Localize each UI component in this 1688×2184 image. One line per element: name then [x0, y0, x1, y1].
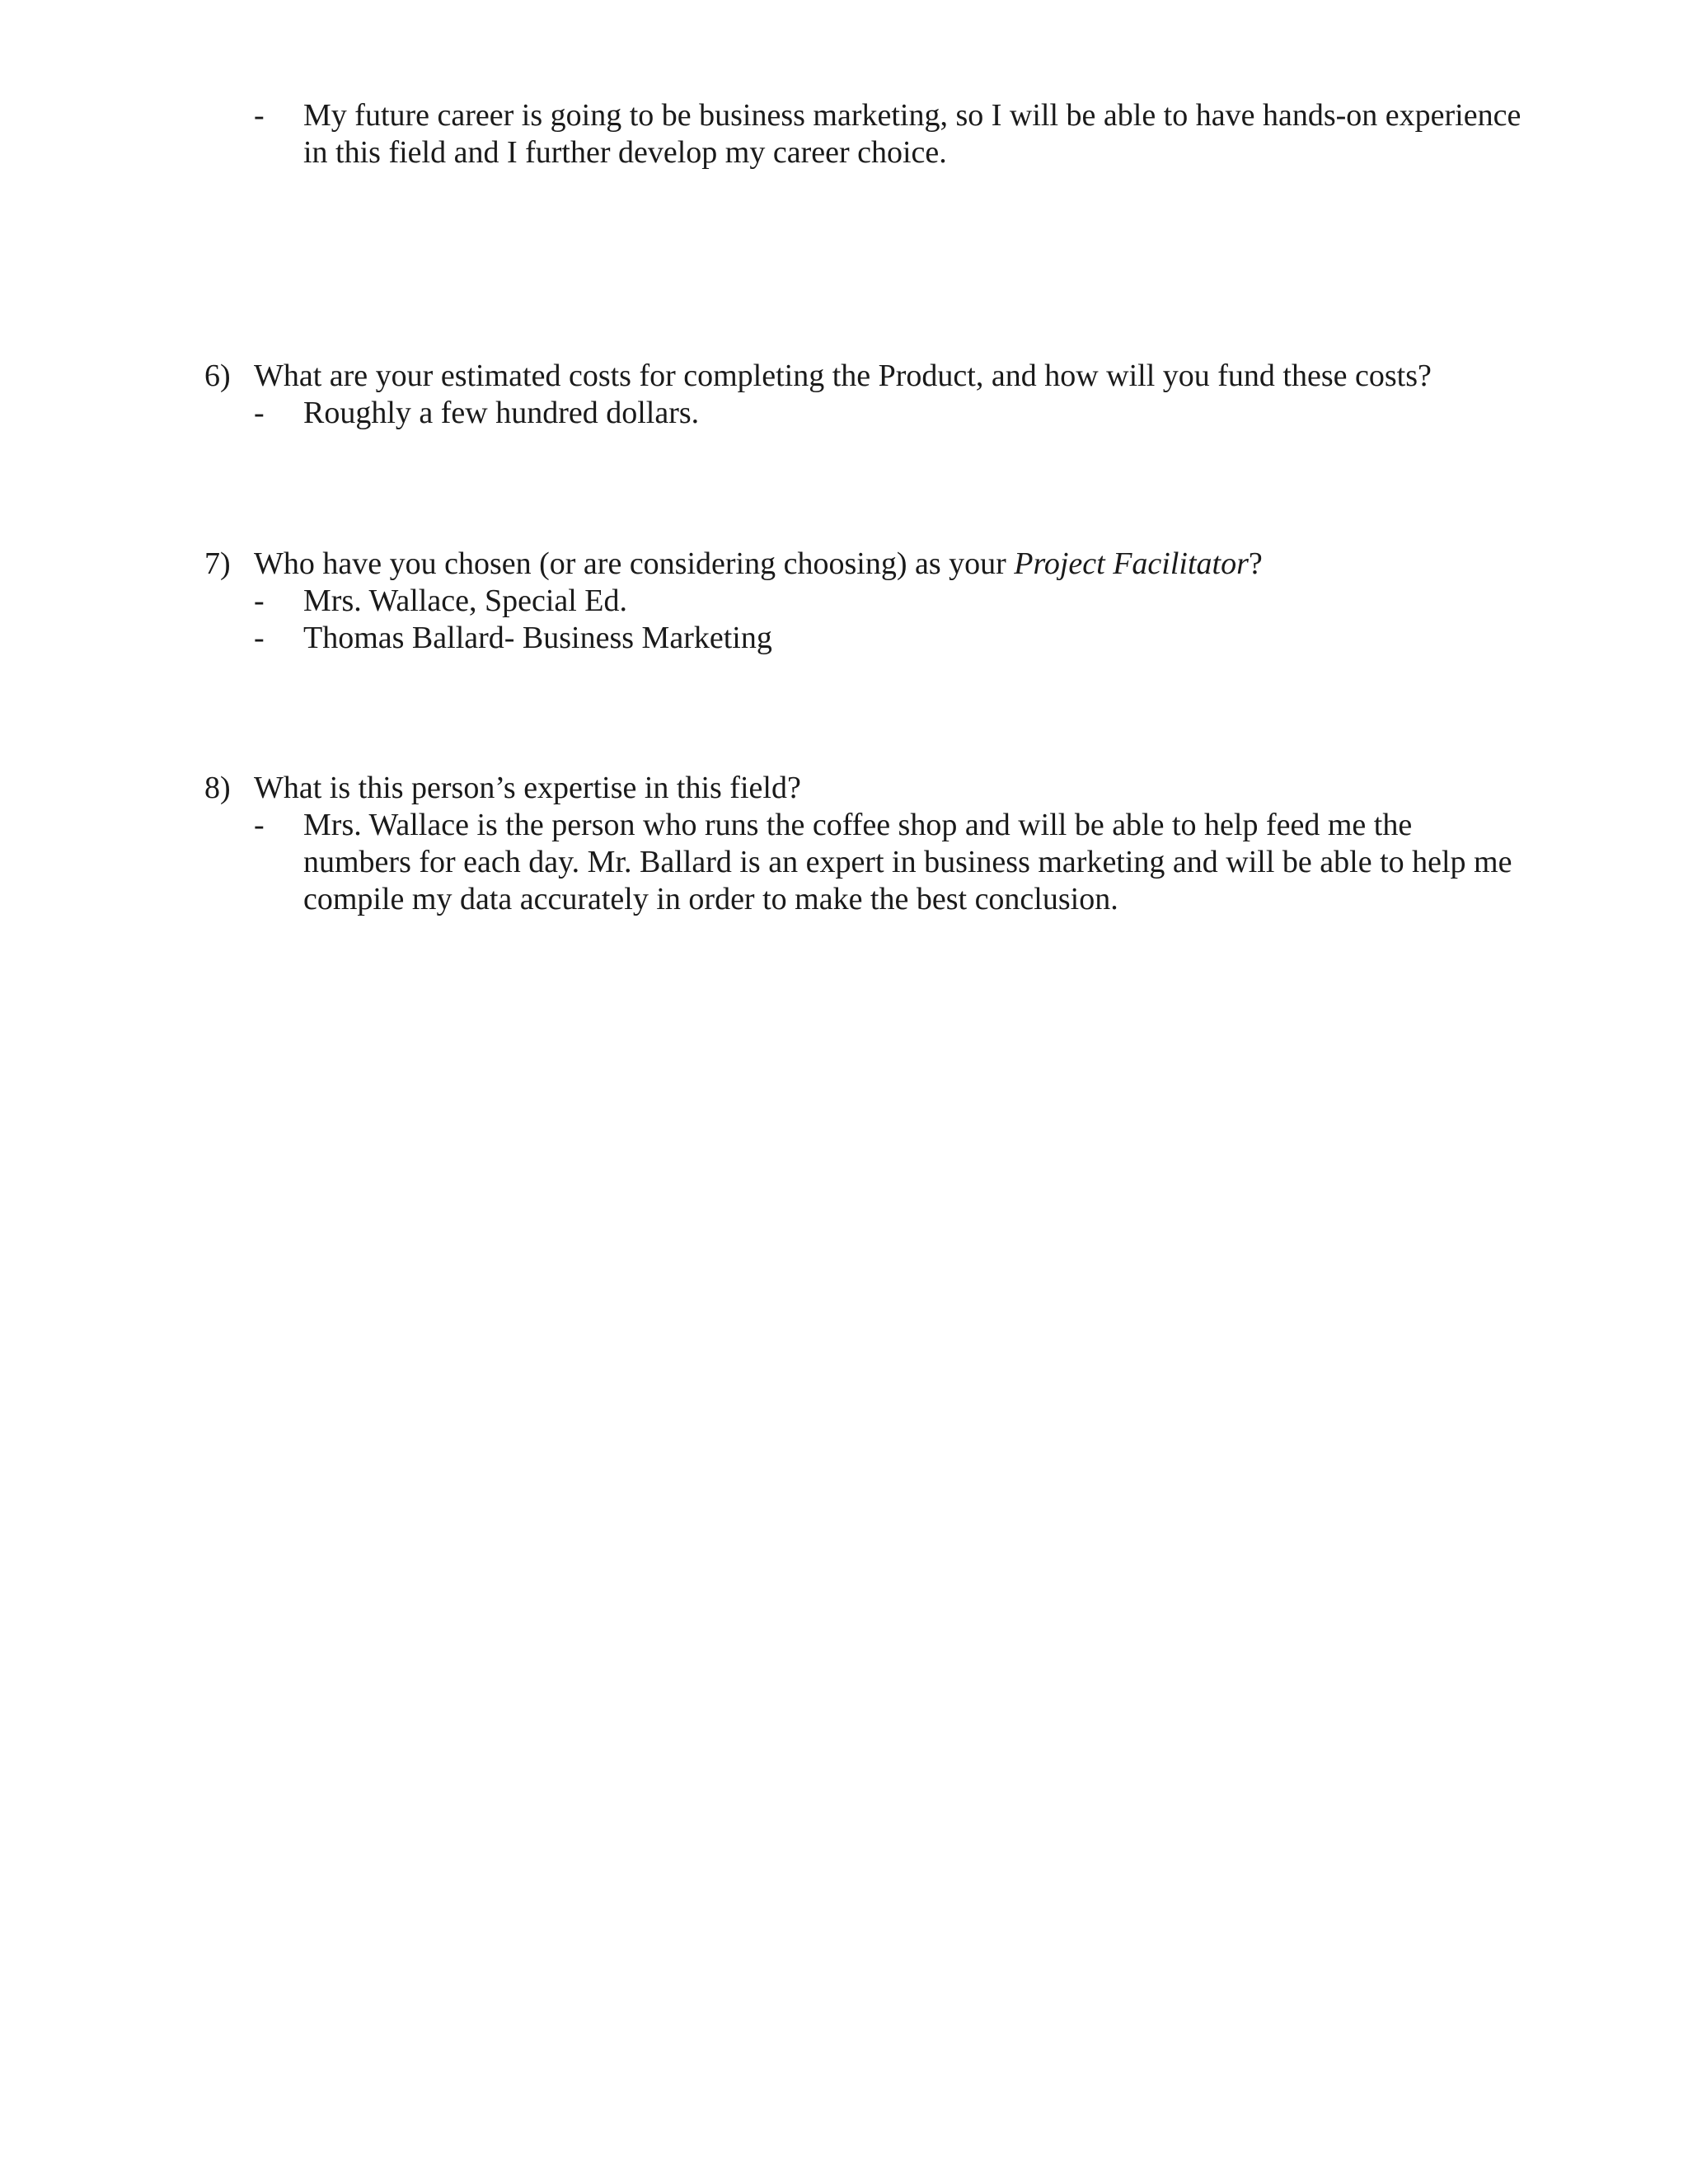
answer-bullet: [204, 620, 1523, 657]
bullet-marker: -: [254, 621, 265, 655]
question-row: [204, 358, 1523, 395]
question-row: [204, 546, 1523, 583]
answer-text: My future career is going to be business marketing, so I will be able to have hands-on experience in this field and I further develop my career choice.: [303, 98, 1522, 170]
question-7: [204, 546, 1523, 657]
question-number: 6): [204, 359, 231, 393]
answer-bullet: [204, 583, 1523, 620]
bullet-marker: -: [254, 808, 265, 842]
question-row: [204, 770, 1523, 807]
question-text: What are your estimated costs for completing the Product, and how will you fund these costs?: [254, 359, 1432, 393]
bullet-marker: -: [254, 396, 265, 430]
answer-bullet: [204, 807, 1523, 918]
question-text: What is this person’s expertise in this field?: [254, 771, 801, 805]
bullet-marker: -: [254, 583, 265, 618]
question-text-start: Who have you chosen (or are considering choosing) as your: [254, 546, 1015, 581]
question-number: 8): [204, 771, 231, 805]
answer-text: Mrs. Wallace, Special Ed.: [303, 583, 628, 618]
question-text: [254, 546, 1263, 583]
continuation-section: [204, 97, 1523, 171]
answer-text: Roughly a few hundred dollars.: [303, 396, 700, 430]
question-text-end: ?: [1248, 546, 1263, 581]
answer-bullet: [204, 395, 1523, 432]
question-8: [204, 770, 1523, 918]
bullet-marker: -: [254, 98, 265, 133]
question-number: 7): [204, 546, 231, 581]
answer-text: Mrs. Wallace is the person who runs the coffee shop and will be able to help feed me the numbers for each day. Mr. Ballard is an expert in business marketing and will be able to help me compile my data accurately in order to make the best conclusion.: [303, 808, 1512, 916]
question-text-italic: Project Facilitator: [1014, 546, 1249, 581]
question-6: [204, 358, 1523, 432]
answer-bullet: [204, 97, 1523, 171]
answer-text: Thomas Ballard- Business Marketing: [303, 621, 772, 655]
